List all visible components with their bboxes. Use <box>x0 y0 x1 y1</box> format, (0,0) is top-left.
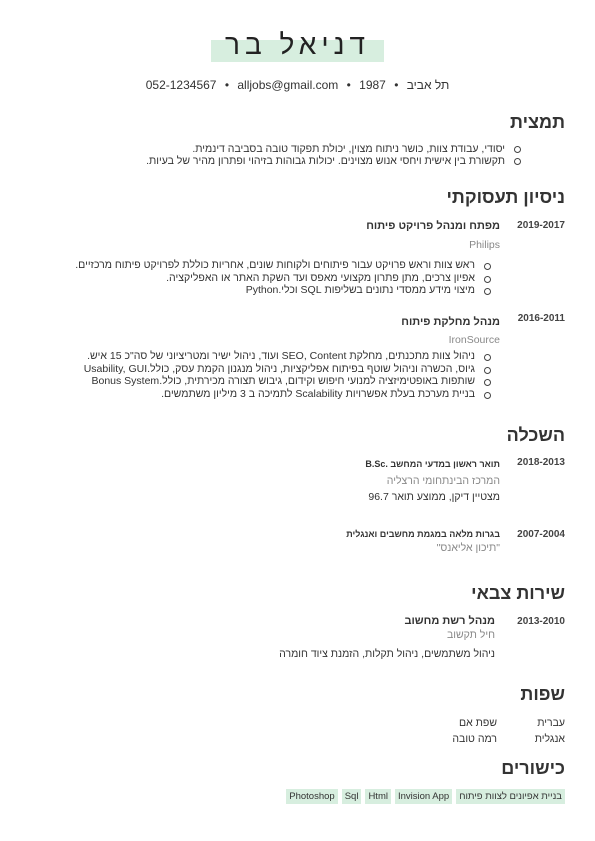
skill-tag: Invision App <box>395 789 452 804</box>
phone: 052-1234567 <box>145 78 217 92</box>
list-item: גיוס, הכשרה וניהול שוטף בפיתוח אפליקציות, ניהול מנגנון הקמת עסק, כולל.Usability, GUI <box>83 362 475 375</box>
edu-degree: תואר ראשון במדעי המחשב .B.Sc <box>365 459 500 469</box>
military-desc: ניהול משתמשים, ניהול תקלות, הזמנת ציוד חומרה <box>279 648 495 660</box>
job-bullets <box>75 259 475 297</box>
list-item: בניית מערכת בעלת אפשרויות Scalability לתמיכה ב 3 מיליון משתמשים. <box>84 388 475 401</box>
section-title-summary: תמצית <box>510 112 565 132</box>
job-bullets <box>84 350 475 400</box>
language-name: עברית <box>537 717 565 729</box>
email[interactable]: alljobs@gmail.com <box>237 78 339 92</box>
skill-tag: Photoshop <box>286 789 337 804</box>
company-name: Philips <box>469 239 500 251</box>
military-role: מנהל רשת מחשוב <box>404 615 495 627</box>
military-dates: 2013-2010 <box>517 616 565 627</box>
job-dates: 2016-2011 <box>517 313 565 324</box>
job-dates: 2019-2017 <box>517 220 565 231</box>
name-header <box>0 28 595 62</box>
birth-year: 1987 <box>359 78 386 92</box>
section-title-education: השכלה <box>506 425 565 445</box>
job-role: מנהל מחלקת פיתוח <box>401 316 500 328</box>
language-name: אנגלית <box>534 733 565 745</box>
section-title-skills: כישורים <box>501 758 565 778</box>
contact-line <box>0 78 595 92</box>
list-item: ראש צוות וראש פרויקט עבור פיתוחים ולקוחות שונים, אחריות כוללת לפרויקט פיתוח מרכזיים. <box>75 259 475 271</box>
skill-tag: Sql <box>342 789 362 804</box>
section-title-languages: שפות <box>520 684 565 704</box>
skills-list <box>286 789 565 804</box>
separator: • <box>346 78 351 92</box>
section-title-experience: ניסיון תעסוקתי <box>446 187 565 207</box>
summary-list <box>146 143 505 167</box>
edu-dates: 2007-2004 <box>517 529 565 540</box>
military-unit: חיל תקשוב <box>446 629 495 641</box>
list-item: אפיון צרכים, מתן פתרון מקצועי מאפס ועד השקת האתר או האפליקציה. <box>75 272 475 285</box>
full-name: דניאל בר <box>217 28 378 62</box>
skill-tag: Html <box>365 789 391 804</box>
language-level: שפת אם <box>459 717 497 729</box>
section-title-military: שירות צבאי <box>471 583 565 603</box>
list-item: תקשורת בין אישית ויחסי אנוש מצוינים. יכולות גבוהות בזיהוי ופתרון מהיר של בעיות. <box>146 155 505 167</box>
edu-note: מצטיין דיקן, ממוצע תואר 96.7 <box>368 491 500 503</box>
skill-tag: בניית אפיונים לצוות פיתוח <box>456 789 565 804</box>
separator: • <box>394 78 399 92</box>
list-item: יסודי, עבודת צוות, כושר ניתוח מצוין, יכולת תפקוד טובה בסביבה דינמית. <box>146 143 505 155</box>
edu-degree: בגרות מלאה במגמת מחשבים ואנגלית <box>346 529 500 539</box>
company-name: IronSource <box>448 334 500 346</box>
list-item: ניהול צוות מתכנתים, מחלקת SEO, Content ועוד, ניהול ישיר ומטריציוני של סה"כ 15 איש. <box>84 350 475 363</box>
separator: • <box>224 78 230 92</box>
edu-dates: 2018-2013 <box>517 457 565 468</box>
edu-school: "תיכון אליאנס" <box>436 542 500 554</box>
city: תל אביב <box>406 78 450 92</box>
list-item: מיצוי מידע ממסדי נתונים בשליפות SQL וכלי.Python <box>75 284 475 297</box>
edu-school: המרכז הבינתחומי הרצליה <box>386 475 500 487</box>
list-item: שותפות באופטימיזציה למנועי חיפוש וקידום, גיבוש תצורה מכירתית, כולל.Bonus System <box>84 375 475 388</box>
language-level: רמה טובה <box>452 733 497 745</box>
job-role: מפתח ומנהל פרויקט פיתוח <box>366 220 500 232</box>
